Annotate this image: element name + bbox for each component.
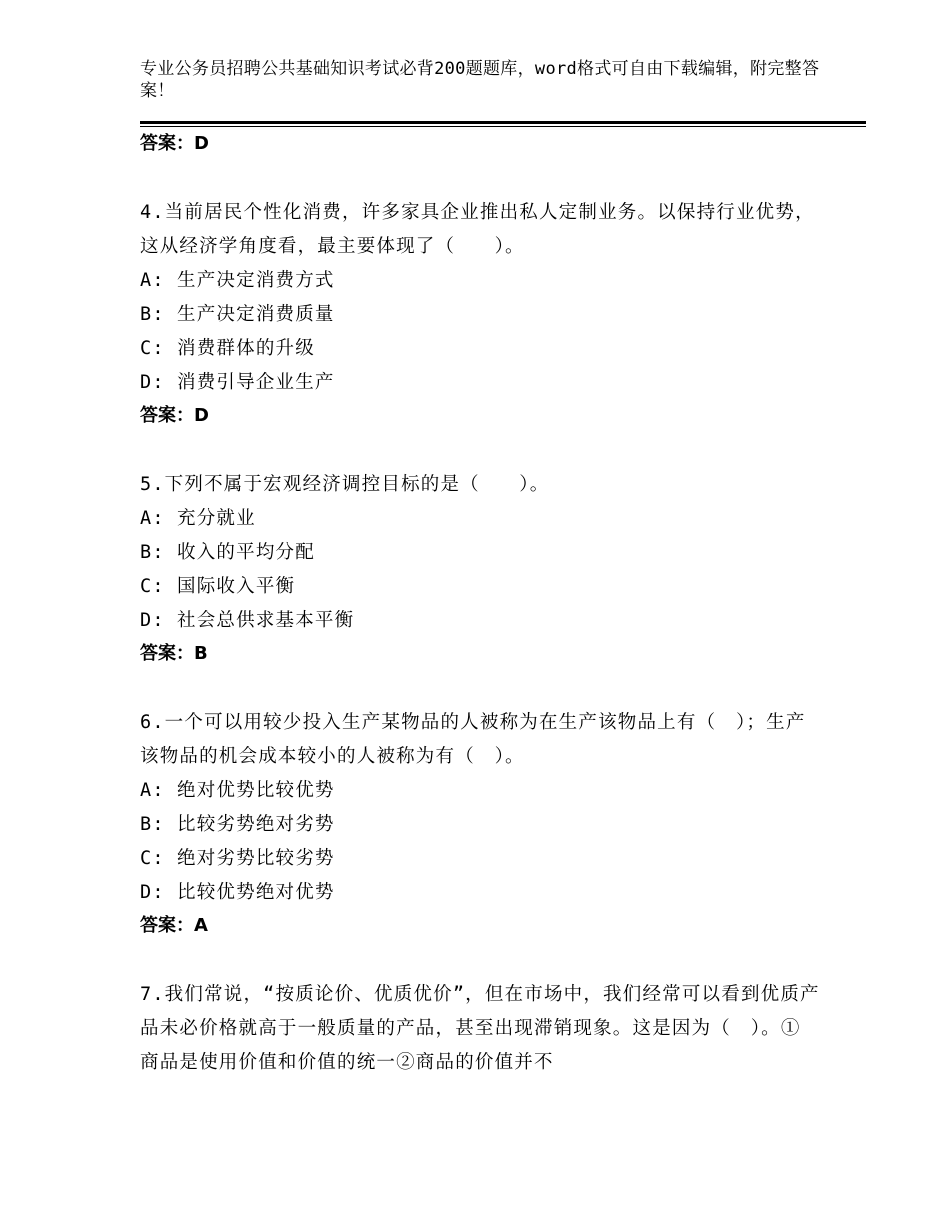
- option-a: A: 生产决定消费方式: [140, 270, 335, 291]
- answer-label: 答案：D: [140, 405, 209, 426]
- question-text: 6.一个可以用较少投入生产某物品的人被称为在生产该物品上有（ ）；生产该物品的机会成本较小的人被称为有（ ）。: [140, 712, 806, 767]
- question-text: 4.当前居民个性化消费，许多家具企业推出私人定制业务。以保持行业优势，这从经济学角度看，最主要体现了（ ）。: [140, 202, 815, 257]
- option-c: C: 消费群体的升级: [140, 338, 315, 359]
- option-d: D: 比较优势绝对优势: [140, 882, 335, 903]
- question-block: [140, 706, 820, 942]
- option-d: D: 消费引导企业生产: [140, 372, 335, 393]
- question-text: 7.我们常说，“按质论价、优质优价”，但在市场中，我们经常可以看到优质产品未必价格就高于一般质量的产品，甚至出现滞销现象。这是因为（ ）。①商品是使用价值和价值的统一②商品的价值并不: [140, 984, 820, 1073]
- document-header: 专业公务员招聘公共基础知识考试必背200题题库，word格式可自由下载编辑，附完整答案！: [140, 59, 820, 101]
- question-block: [140, 196, 820, 432]
- question-list: [140, 128, 820, 1080]
- question-block: [140, 468, 820, 670]
- option-b: B: 生产决定消费质量: [140, 304, 335, 325]
- option-c: C: 绝对劣势比较劣势: [140, 848, 335, 869]
- option-c: C: 国际收入平衡: [140, 576, 296, 597]
- header-rule-thin: [140, 126, 866, 127]
- question-text: 5.下列不属于宏观经济调控目标的是（ ）。: [140, 474, 550, 495]
- question-block: [140, 978, 820, 1080]
- answer-label: 答案：B: [140, 643, 208, 664]
- option-b: B: 收入的平均分配: [140, 542, 315, 563]
- option-b: B: 比较劣势绝对劣势: [140, 814, 335, 835]
- header-rule-thick: [140, 121, 866, 124]
- option-d: D: 社会总供求基本平衡: [140, 610, 355, 631]
- option-a: A: 绝对优势比较优势: [140, 780, 335, 801]
- option-a: A: 充分就业: [140, 508, 256, 529]
- answer-label: 答案：D: [140, 133, 209, 154]
- answer-label: 答案：A: [140, 915, 208, 936]
